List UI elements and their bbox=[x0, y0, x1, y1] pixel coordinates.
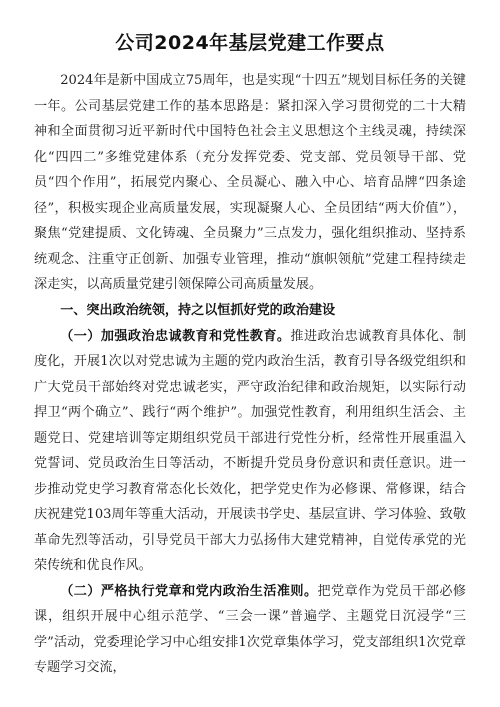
section-item-paragraph bbox=[34, 324, 466, 579]
item-body: 把党章作为党员干部必修课，组织开展中心组示范学、“三会一课”普遍学、主题党日沉浸学“三学”活动，党委理论学习中心组安排1次党章集体学习，党支部组织1次党章专题学习交流， bbox=[34, 583, 467, 675]
document-title: 公司2024年基层党建工作要点 bbox=[115, 32, 385, 54]
item-lead: （二）严格执行党章和党内政治生活准则。 bbox=[60, 583, 318, 599]
item-body: 推进政治忠诚教育具体化、制度化，开展1次以对党忠诚为主题的党内政治生活，教育引导各级党组织和广大党员干部始终对党忠诚老实，严守政治纪律和政治规矩，以实际行动捍卫“两个确立”、践行“两个维护”。加强党性教育，利用组织生活会、主题党日、党建培训等定期组织党员干部进行党性分析，经常性开展重温入党誓词、党员政治生日等活动，不断提升党员身份意识和责任意识。进一步推动党史学习教育常态化长效化，把学党史作为必修课、常修课，结合庆祝建党103周年等重大活动，开展读书学史、基层宣讲、学习体验、致敬革命先烈等活动，引导党员干部大力弘扬伟大建党精神，自觉传承党的光荣传统和优良作风。 bbox=[34, 328, 467, 573]
item-lead: （一）加强政治忠诚教育和党性教育。 bbox=[60, 328, 291, 344]
section-item-paragraph bbox=[34, 579, 466, 681]
section-heading: 一、突出政治统领，持之以恒抓好党的政治建设 bbox=[60, 302, 336, 318]
intro-paragraph: 2024年是新中国成立75周年，也是实现“十四五”规划目标任务的关键一年。公司基层党建工作的基本思路是：紧扣深入学习贯彻党的二十大精神和全面贯彻习近平新时代中国特色社会主义思想这个主线灵魂，持续深化“四四二”多维党建体系（充分发挥党委、党支部、党员领导干部、党员“四个作用”，拓展党内聚心、全员凝心、融入中心、培育品牌“四条途径”，积极实现企业高质量发展，实现凝聚人心、全员团结“两大价值”），聚焦“党建提质、文化铸魂、全员聚力”三点发力，强化组织推动、坚持系统观念、注重守正创新、加强专业管理，推动“旗帜领航”党建工程持续走深走实，以高质量党建引领保障公司高质量发展。 bbox=[34, 73, 466, 292]
